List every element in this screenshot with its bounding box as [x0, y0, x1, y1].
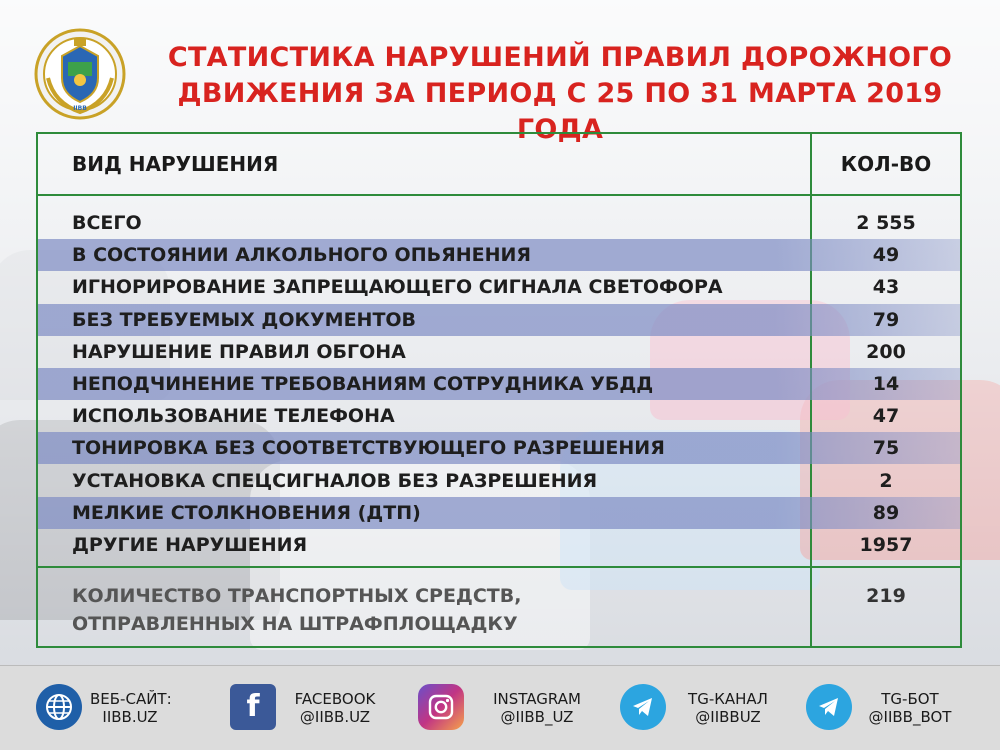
column-header-violation: ВИД НАРУШЕНИЯ: [72, 152, 279, 176]
table-row: [38, 239, 960, 271]
violation-name: НЕПОДЧИНЕНИЕ ТРЕБОВАНИЯМ СОТРУДНИКА УБДД: [72, 373, 654, 395]
title-line-1: СТАТИСТИКА НАРУШЕНИЙ ПРАВИЛ ДОРОЖНОГО: [167, 42, 953, 73]
violation-count: 79: [872, 308, 900, 331]
instagram-label: INSTAGRAM: [493, 690, 581, 708]
telegram-bot-handle: @IIBB_BOT: [868, 708, 952, 726]
violation-count: 43: [872, 276, 900, 299]
violation-name: МЕЛКИЕ СТОЛКНОВЕНИЯ (ДТП): [72, 501, 421, 524]
table-row: [38, 207, 960, 239]
header-divider: [36, 194, 962, 196]
table-row: [38, 432, 960, 464]
facebook-icon: f: [230, 684, 276, 730]
telegram-icon: [806, 684, 852, 730]
violation-count: 200: [866, 340, 906, 363]
violation-count: 2: [879, 469, 893, 492]
violation-name: ИГНОРИРОВАНИЕ ЗАПРЕЩАЮЩЕГО СИГНАЛА СВЕТОФОРА: [72, 276, 723, 299]
table-row: [38, 304, 960, 336]
social-bar: [0, 665, 1000, 750]
globe-icon: [36, 684, 82, 730]
telegram-channel-handle: @IIBBUZ: [695, 708, 761, 726]
instagram-handle: @IIBB_UZ: [500, 708, 574, 726]
violation-name: ТОНИРОВКА БЕЗ СООТВЕТСТВУЮЩЕГО РАЗРЕШЕНИЯ: [72, 437, 665, 460]
table-row: [38, 497, 960, 529]
table-row: [38, 336, 960, 368]
title-line-2: ДВИЖЕНИЯ ЗА ПЕРИОД С 25 ПО 31 МАРТА 2019 ГОДА: [177, 78, 943, 145]
telegram-icon: [620, 684, 666, 730]
impound-label: [72, 582, 521, 638]
violation-name: ВСЕГО: [72, 212, 142, 234]
website-label: ВЕБ-САЙТ:: [90, 690, 172, 708]
violation-count: 89: [872, 501, 900, 524]
table-row: [38, 529, 960, 561]
telegram-channel-label: TG-КАНАЛ: [688, 690, 768, 708]
table-row: [38, 271, 960, 303]
impound-label-line-2: ОТПРАВЛЕННЫХ НА ШТРАФПЛОЩАДКУ: [72, 613, 518, 635]
violation-count: 14: [872, 373, 900, 395]
facebook-handle: @IIBB.UZ: [299, 708, 371, 726]
logo-text: IIBB: [73, 105, 87, 112]
violation-name: НАРУШЕНИЕ ПРАВИЛ ОБГОНА: [72, 340, 406, 363]
facebook-label: FACEBOOK: [294, 690, 376, 708]
table-row: [38, 368, 960, 400]
impound-value: 219: [866, 585, 906, 607]
instagram-icon: [418, 684, 464, 730]
violation-name: В СОСТОЯНИИ АЛКОЛЬНОГО ОПЬЯНЕНИЯ: [72, 244, 532, 267]
violation-count: 75: [872, 437, 900, 460]
violation-count: 2 555: [856, 212, 916, 234]
telegram-bot-label: TG-БОТ: [881, 690, 939, 708]
footer-divider: [36, 566, 962, 568]
table-row: [38, 400, 960, 432]
violation-name: ДРУГИЕ НАРУШЕНИЯ: [72, 534, 308, 556]
website-handle: IIBB.UZ: [102, 708, 158, 726]
column-header-count: КОЛ-ВО: [840, 152, 932, 176]
violation-count: 47: [872, 405, 900, 428]
table-row: [38, 465, 960, 497]
iibb-emblem-icon: [34, 28, 126, 120]
violation-name: БЕЗ ТРЕБУЕМЫХ ДОКУМЕНТОВ: [72, 308, 417, 331]
violation-name: УСТАНОВКА СПЕЦСИГНАЛОВ БЕЗ РАЗРЕШЕНИЯ: [72, 469, 598, 492]
violation-count: 49: [872, 244, 900, 267]
violation-name: ИСПОЛЬЗОВАНИЕ ТЕЛЕФОНА: [72, 405, 395, 428]
impound-label-line-1: КОЛИЧЕСТВО ТРАНСПОРТНЫХ СРЕДСТВ,: [72, 585, 522, 607]
violation-count: 1957: [859, 534, 913, 556]
